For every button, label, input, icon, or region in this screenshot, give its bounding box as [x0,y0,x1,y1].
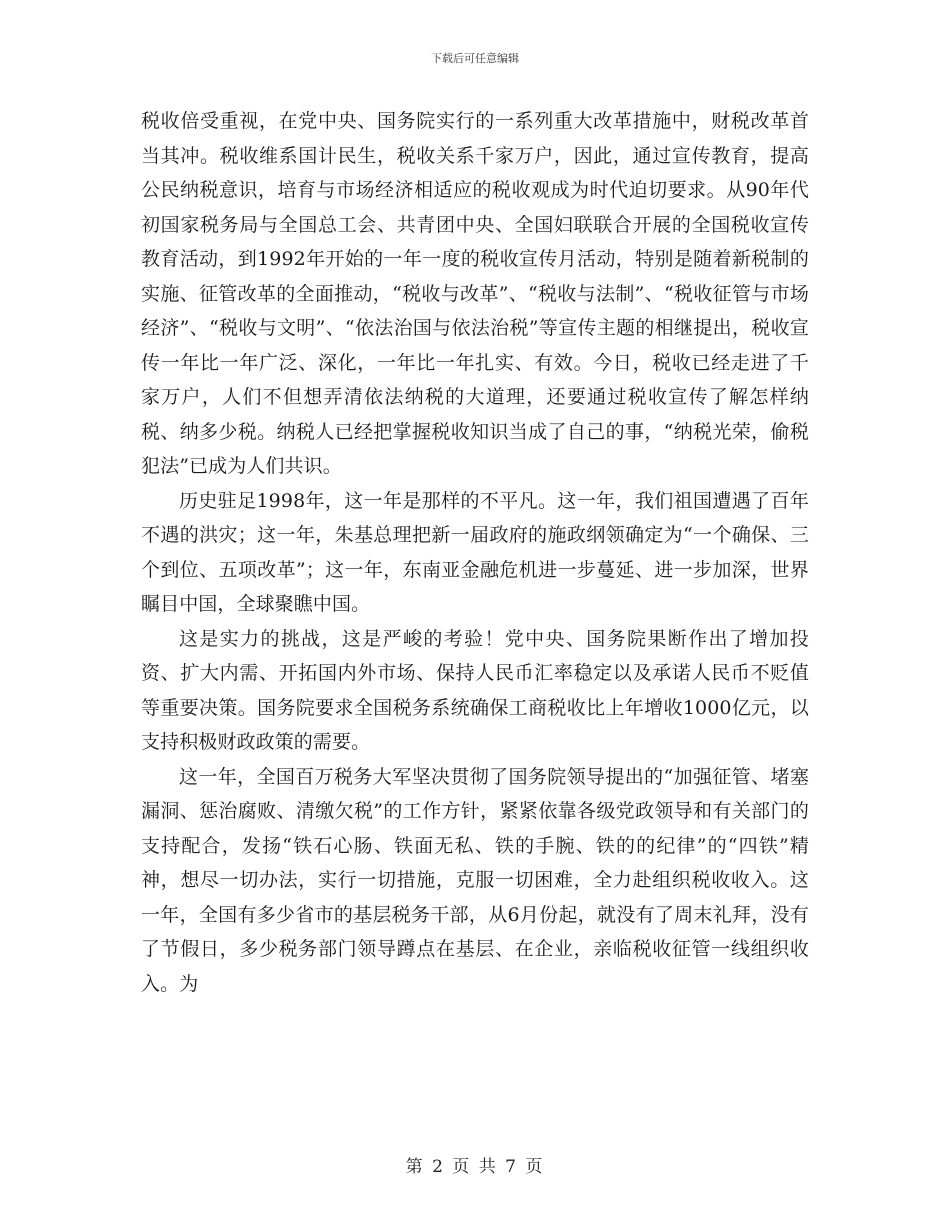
page-header: 下载后可任意编辑 [431,52,519,65]
paragraph-3: 这是实力的挑战，这是严峻的考验！党中央、国务院果断作出了增加投资、扩大内需、开拓国内外市场、保持人民币汇率稳定以及承诺人民币不贬值等重要决策。国务院要求全国税务系统确保工商税收比上年增收1000亿元，以支持积极财政政策的需要。 [141,627,809,753]
paragraph-1: 税收倍受重视，在党中央、国务院实行的一系列重大改革措施中，财税改革首当其冲。税收维系国计民生，税收关系千家万户，因此，通过宣传教育，提高公民纳税意识，培育与市场经济相适应的税收观成为时代迫切要求。从90年代初国家税务局与全国总工会、共青团中央、全国妇联联合开展的全国税收宣传教育活动，到1992年开始的一年一度的税收宣传月活动，特别是随着新税制的实施、征管改革的全面推动，“税收与改革”、“税收与法制”、“税收征管与市场经济”、“税收与文明”、“依法治国与依法治税”等宣传主题的相继提出，税收宣传一年比一年广泛、深化，一年比一年扎实、有效。今日，税收已经走进了千家万户，人们不但想弄清依法纳税的大道理，还要通过税收宣传了解怎样纳税、纳多少税。纳税人已经把掌握税收知识当成了自己的事，“纳税光荣，偷税犯法”已成为人们共识。 [141,110,809,477]
paragraph-4: 这一年，全国百万税务大军坚决贯彻了国务院领导提出的“加强征管、堵塞漏洞、惩治腐败、清缴欠税”的工作方针，紧紧依靠各级党政领导和有关部门的支持配合，发扬“铁石心肠、铁面无私、铁的手腕、铁的的纪律”的“四铁”精神，想尽一切办法，实行一切措施，克服一切困难，全力赴组织税收收入。这一年，全国有多少省市的基层税务干部，从6月份起，就没有了周末礼拜，没有了节假日，多少税务部门领导蹲点在基层、在企业，亲临税收征管一线组织收入。为 [141,765,809,995]
page-footer: 第 2 页 共 7 页 [405,1157,545,1177]
document-body [141,104,809,1001]
paragraph-2: 历史驻足1998年，这一年是那样的不平凡。这一年，我们祖国遭遇了百年不遇的洪灾；这一年，朱基总理把新一届政府的施政纲领确定为“一个确保、三个到位、五项改革”；这一年，东南亚金融危机进一步蔓延、进一步加深，世界瞩目中国，全球聚瞧中国。 [141,489,809,615]
